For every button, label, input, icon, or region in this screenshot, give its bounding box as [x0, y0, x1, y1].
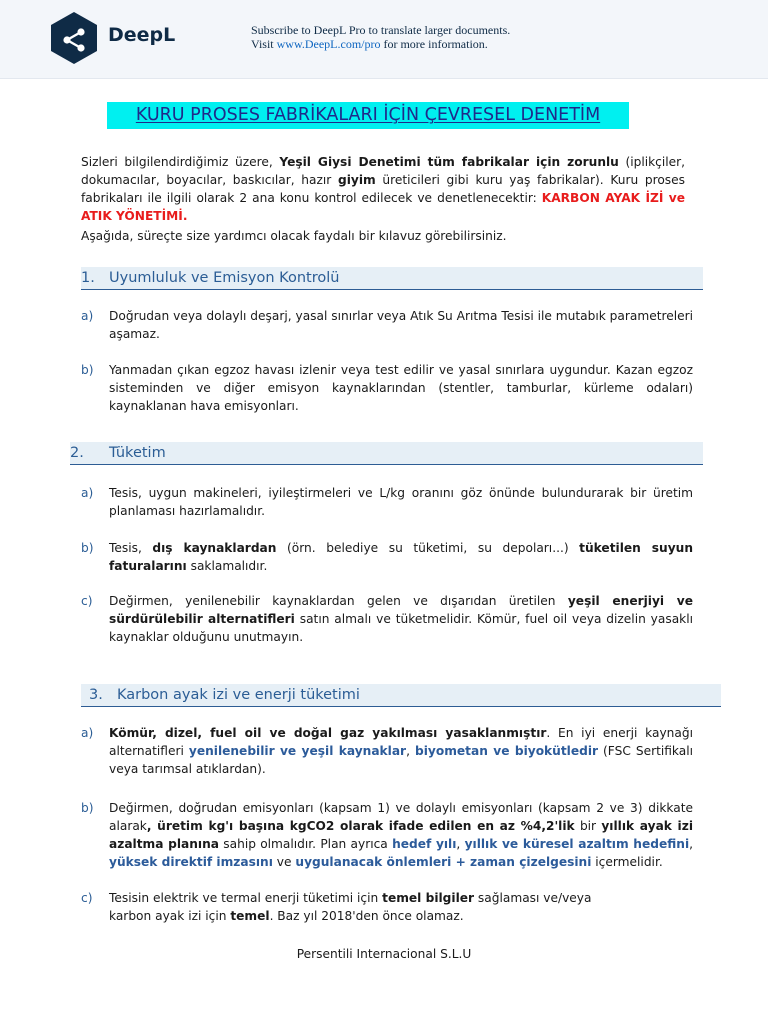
- text-run: ,: [689, 837, 693, 851]
- item-text: [109, 889, 693, 925]
- text-run: karbon ayak izi için: [109, 909, 231, 923]
- text-run: Değirmen, doğrudan emisyonları (kapsam 1) ve dolaylı emisyonları (kapsam 2 ve 3) dikkate alarak: [109, 801, 693, 833]
- company-footer: Persentili Internacional S.L.U: [296, 947, 472, 961]
- blue-run: yüksek direktif imzasını: [109, 855, 273, 869]
- item-label: a): [81, 309, 94, 323]
- deepl-banner: [0, 0, 768, 79]
- text-run: Tesisin elektrik ve termal enerji tüketimi için: [109, 891, 383, 905]
- intro-text-2: (iplikçiler, dokumacılar, boyacılar, baskıcılar, hazır: [81, 155, 686, 187]
- section-2-title: Tüketim: [109, 445, 166, 461]
- text-run: ,: [456, 837, 465, 851]
- text-run: (FSC Sertifikalı veya tarımsal atıklardan).: [109, 744, 694, 776]
- promo-line-2: [251, 37, 510, 51]
- item-label: a): [81, 486, 94, 500]
- item-label: b): [81, 363, 94, 377]
- item-text: [109, 592, 693, 646]
- bold-run: yeşil enerjiyi ve sürdürülebilir alternatifleri: [109, 594, 693, 626]
- intro-paragraph: [81, 153, 685, 225]
- text-run: bir: [574, 819, 602, 833]
- text-run: Tesis,: [109, 541, 153, 555]
- bold-run: dış kaynaklardan: [152, 541, 277, 555]
- item-line-1: [109, 889, 693, 907]
- bold-run: yıllık ayak izi azaltma planına: [109, 819, 693, 851]
- item-text: [109, 799, 693, 871]
- section-3-title: Karbon ayak izi ve enerji tüketimi: [117, 687, 360, 703]
- intro-highlight-period: .: [182, 209, 188, 223]
- text-run: satın almalı ve tüketmelidir. Kömür, fuel oil veya dizelin yasaklı kaynaklar olduğunu unutmayın.: [109, 612, 693, 644]
- item-line-2: [109, 907, 693, 925]
- section-1-heading: [81, 267, 703, 290]
- section-2-heading: [70, 442, 703, 465]
- blue-run: yenilenebilir ve yeşil kaynaklar: [188, 744, 407, 758]
- section-1-number: 1.: [81, 270, 95, 286]
- item-label: b): [81, 801, 94, 815]
- bold-run: temel bilgiler: [382, 891, 475, 905]
- section-2-number: 2.: [70, 445, 84, 461]
- bold-run: temel: [230, 909, 270, 923]
- intro-highlight-red: KARBON AYAK İZİ ve ATIK YÖNETİMİ: [81, 191, 685, 223]
- text-run: sağlaması ve/veya: [474, 891, 592, 905]
- intro-bold-1: Yeşil Giysi Denetimi tüm fabrikalar için zorunlu: [279, 155, 619, 169]
- intro-text-3: üreticileri gibi kuru yaş fabrikalar). Kuru proses fabrikaları ile ilgili olarak 2 ana konu kontrol edilecek ve denetlenecektir:: [81, 173, 685, 205]
- promo-after-text: for more information.: [380, 37, 488, 51]
- blue-run: biyometan ve biyokütledir: [414, 744, 599, 758]
- item-text: [109, 539, 693, 575]
- promo-visit-text: Visit: [251, 37, 277, 51]
- item-label: c): [81, 594, 93, 608]
- bold-run: Kömür, dizel, fuel oil ve doğal gaz yakılması yasaklanmıştır: [109, 726, 547, 740]
- deepl-pro-link[interactable]: www.DeepL.com/pro: [276, 37, 381, 51]
- section-1-title: Uyumluluk ve Emisyon Kontrolü: [109, 270, 340, 286]
- promo-message: [251, 23, 510, 51]
- promo-line-1: Subscribe to DeepL Pro to translate larger documents.: [251, 23, 511, 37]
- section-3-heading: [81, 684, 721, 707]
- text-run: ve: [272, 855, 296, 869]
- item-label: a): [81, 726, 94, 740]
- blue-run: uygulanacak önlemleri + zaman çizelgesini: [295, 855, 592, 869]
- text-run: saklamalıdır.: [186, 559, 268, 573]
- intro-text-1: Sizleri bilgilendirdiğimiz üzere,: [81, 155, 280, 169]
- text-run: sahip olmalıdır. Plan ayrıca: [219, 837, 393, 851]
- text-run: (örn. belediye su tüketimi, su depoları...): [276, 541, 580, 555]
- intro-guide-line: Aşağıda, süreçte size yardımcı olacak faydalı bir kılavuz görebilirsiniz.: [81, 229, 507, 243]
- text-run: ,: [406, 744, 415, 758]
- item-label: c): [81, 891, 93, 905]
- item-text: Doğrudan veya dolaylı deşarj, yasal sınırlar veya Atık Su Arıtma Tesisi ile mutabık parametreleri aşamaz.: [109, 309, 693, 341]
- deepl-logo-icon: [48, 10, 100, 68]
- text-run: Değirmen, yenilenebilir kaynaklardan gelen ve dışarıdan üretilen: [109, 594, 568, 608]
- blue-run: yıllık ve küresel azaltım hedefini: [464, 837, 690, 851]
- item-label: b): [81, 541, 94, 555]
- blue-run: hedef yılı: [392, 837, 457, 851]
- item-text: Yanmadan çıkan egzoz havası izlenir veya test edilir ve yasal sınırlara uygundur. Kazan egzoz sisteminden ve diğer emisyon kaynaklarından (stentler, tamburlar, kürleme odaları) kaynaklanan hava emisyonları.: [109, 363, 693, 413]
- text-run: . En iyi enerji kaynağı alternatifleri: [109, 726, 693, 758]
- section-3-number: 3.: [89, 687, 103, 703]
- text-run: içermelidir.: [591, 855, 663, 869]
- deepl-logo-text: DeepL: [108, 24, 176, 46]
- document-title: KURU PROSES FABRİKALARI İÇİN ÇEVRESEL DENETİM: [107, 102, 629, 129]
- intro-bold-2: giyim: [337, 173, 376, 187]
- bold-run: , üretim kg'ı başına kgCO2 olarak ifade edilen en az %4,2'lik: [146, 819, 575, 833]
- item-text: Tesis, uygun makineleri, iyileştirmeleri ve L/kg oranını göz önünde bulundurarak bir üretim planlaması hazırlamalıdır.: [109, 486, 693, 518]
- item-text: [109, 724, 693, 778]
- bold-run: tüketilen suyun faturalarını: [109, 541, 693, 573]
- text-run: . Baz yıl 2018'den önce olamaz.: [269, 909, 464, 923]
